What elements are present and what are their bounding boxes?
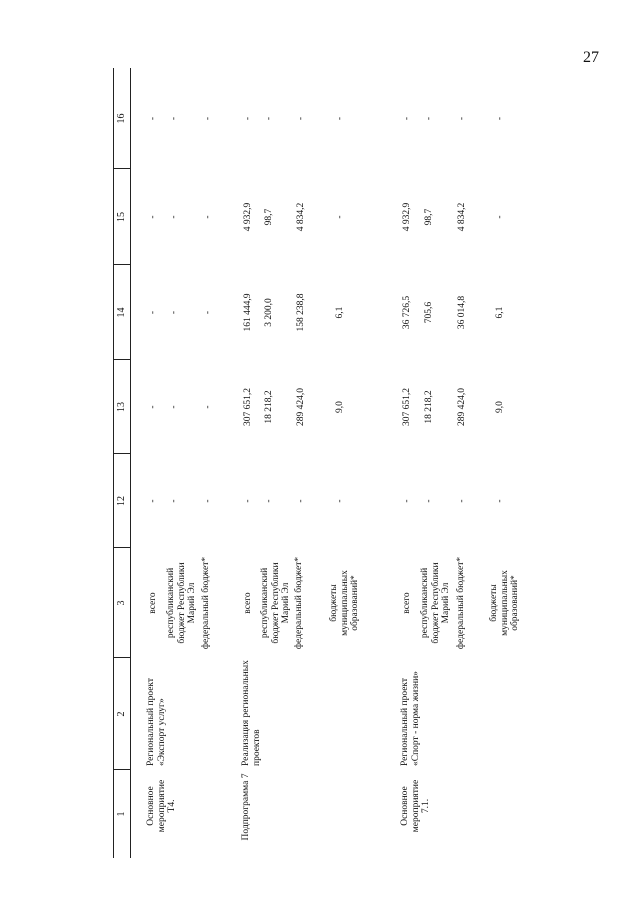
row1-col1: Основное мероприятие Т4. (146, 779, 177, 833)
row3-col1: Основное мероприятие 7.1. (400, 779, 431, 833)
row3-line2-col16: - (424, 116, 434, 121)
row2-line4-col15: - (335, 215, 345, 219)
row1-line1-col14: - (148, 310, 158, 315)
row3-line1-col12: - (402, 499, 412, 503)
header-col-13: 13 (116, 402, 127, 412)
header-col-3: 3 (116, 600, 127, 606)
row2-line2-col13: 18 218,2 (264, 390, 274, 424)
row2-line3-col14: 158 238,8 (296, 293, 306, 332)
row3-line1-col3: всего (402, 592, 412, 614)
row2-line3-col12: - (296, 499, 306, 503)
row2-col1: Подпрограмма 7 (241, 773, 251, 841)
row3-line1-col15: 4 932,9 (402, 202, 412, 232)
header-col-2: 2 (116, 711, 127, 717)
row2-line3-col15: 4 834,2 (296, 202, 306, 232)
row3-line3-col16: - (457, 116, 467, 121)
row2-line4-col12: - (335, 499, 345, 503)
header-col-1: 1 (116, 811, 127, 817)
row2-line4-col14: 6,1 (335, 306, 345, 319)
row1-line3-col3: федеральный бюджет* (201, 556, 211, 650)
row2-line4-col16: - (335, 116, 345, 121)
row3-line2-col15: 98,7 (424, 208, 434, 226)
row3-line4-col12: - (495, 499, 505, 503)
row2-line2-col12: - (264, 499, 274, 503)
row1-line2-col12: - (169, 499, 179, 503)
row2-line1-col12: - (243, 499, 253, 503)
row2-line3-col16: - (296, 116, 306, 121)
row1-line2-col15: - (169, 215, 179, 219)
row3-line2-col13: 18 218,2 (424, 390, 434, 424)
header-col-12: 12 (116, 496, 127, 506)
row1-col2: Региональный проект «Экспорт услуг» (146, 677, 167, 766)
row2-line3-col13: 289 424,0 (296, 388, 306, 426)
row2-line2-col3: республиканский бюджет Республики Марий Эл (260, 562, 291, 644)
row3-line3-col3: федеральный бюджет* (456, 556, 466, 650)
row3-col2: Региональный проект «Спорт - норма жизни» (400, 671, 421, 766)
row2-line2-col14: 3 200,0 (264, 298, 274, 327)
row1-line1-col13: - (148, 405, 158, 409)
row1-line2-col16: - (169, 116, 179, 121)
row3-line4-col16: - (495, 116, 505, 121)
header-bottom-border (130, 68, 131, 858)
row3-line1-col16: - (402, 116, 412, 121)
header-col-16: 16 (116, 113, 127, 124)
row3-line2-col3: республиканский бюджет Республики Марий Эл (420, 562, 451, 644)
row1-line3-col16: - (203, 116, 213, 121)
row2-line3-col3: федеральный бюджет* (294, 556, 304, 650)
row1-line3-col15: - (203, 215, 213, 219)
row2-line2-col16: - (264, 116, 274, 121)
row3-line3-col15: 4 834,2 (457, 202, 467, 232)
header-col-14: 14 (116, 307, 127, 318)
row2-col2: Реализация региональных проектов (241, 660, 262, 766)
row1-line2-col13: - (169, 405, 179, 409)
row2-line1-col3: всего (243, 592, 253, 614)
row3-line1-col13: 307 651,2 (402, 388, 412, 426)
row2-line2-col15: 98,7 (264, 208, 274, 226)
row1-line2-col14: - (169, 310, 179, 315)
row2-line4-col3: бюджеты муниципальных образований* (329, 570, 360, 636)
row3-line1-col14: 36 726,5 (402, 295, 412, 330)
row1-line1-col16: - (148, 116, 158, 121)
row2-line1-col13: 307 651,2 (243, 388, 253, 426)
table-top-border (113, 68, 114, 858)
row1-line1-col12: - (148, 499, 158, 503)
row1-line2-col3: республиканский бюджет Республики Марий Эл (166, 562, 197, 644)
row1-line3-col14: - (203, 310, 213, 315)
row1-line3-col13: - (203, 405, 213, 409)
page-number: 27 (583, 49, 599, 66)
row1-line1-col3: всего (148, 592, 158, 614)
header-col-15: 15 (116, 212, 127, 222)
row2-line1-col16: - (243, 116, 253, 121)
row2-line1-col15: 4 932,9 (243, 202, 253, 232)
row2-line4-col13: 9,0 (335, 401, 345, 413)
row3-line4-col14: 6,1 (495, 306, 505, 319)
row1-line3-col12: - (203, 499, 213, 503)
row3-line4-col15: - (495, 215, 505, 219)
row3-line3-col14: 36 014,8 (457, 295, 467, 330)
budget-table (113, 68, 583, 858)
row3-line3-col12: - (457, 499, 467, 503)
row1-line1-col15: - (148, 215, 158, 219)
row2-line1-col14: 161 444,9 (243, 293, 253, 332)
row3-line4-col13: 9,0 (495, 401, 505, 413)
row3-line2-col14: 705,6 (424, 301, 434, 324)
row3-line3-col13: 289 424,0 (457, 388, 467, 426)
row3-line2-col12: - (424, 499, 434, 503)
row3-line4-col3: бюджеты муниципальных образований* (489, 570, 520, 636)
